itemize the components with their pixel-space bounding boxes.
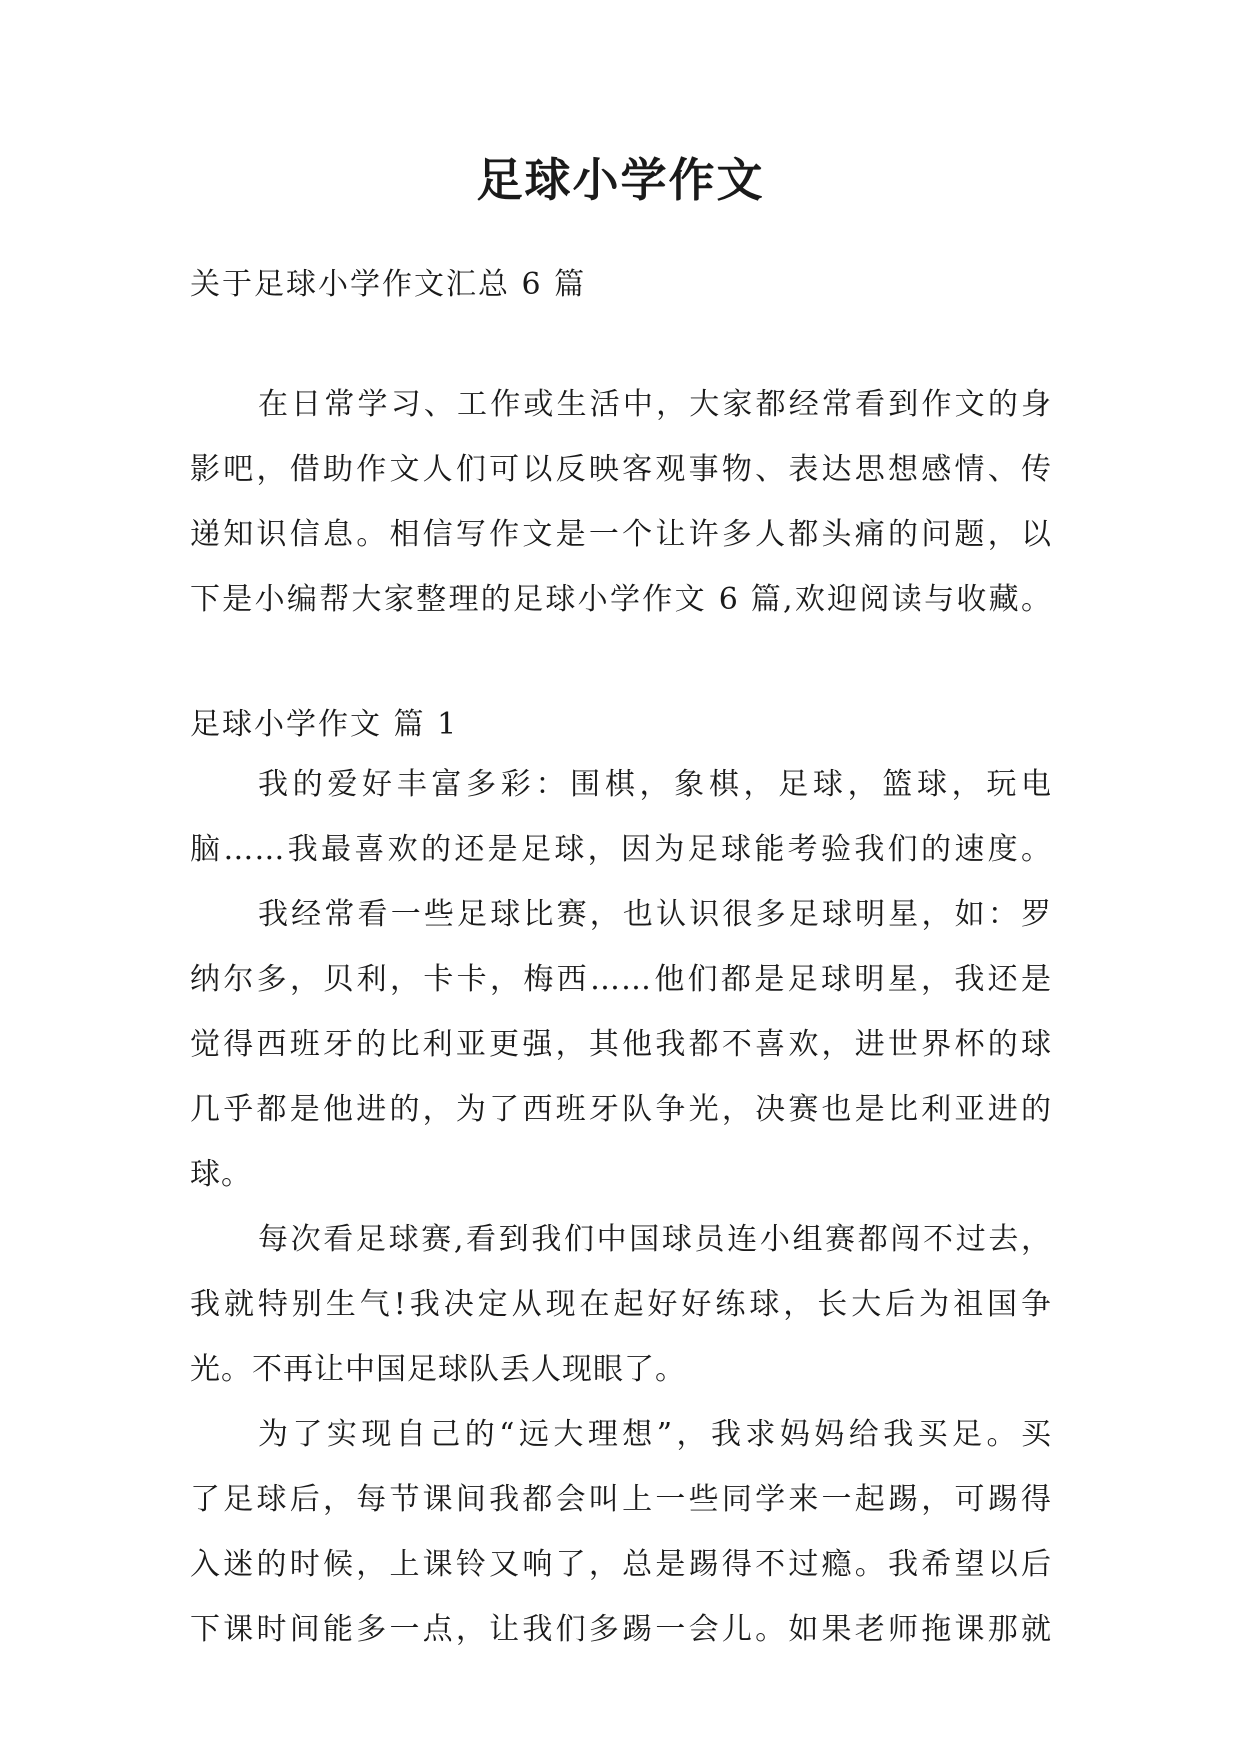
paragraph-line: 我经常看一些足球比赛，也认识很多足球明星，如：罗	[258, 897, 1052, 932]
paragraph-line: 光。不再让中国足球队丢人现眼了。	[190, 1352, 686, 1387]
paragraph-line: 每次看足球赛,看到我们中国球员连小组赛都闯不过去，	[258, 1222, 1052, 1257]
section-heading: 足球小学作文 篇 1	[190, 707, 459, 742]
paragraph-2	[190, 882, 1052, 1207]
intro-paragraph	[190, 372, 1052, 632]
paragraph-line: 下课时间能多一点，让我们多踢一会儿。如果老师拖课那就	[190, 1612, 1052, 1647]
document-subtitle: 关于足球小学作文汇总 6 篇	[190, 267, 587, 302]
paragraph-1	[190, 752, 1052, 882]
paragraph-line: 为了实现自己的“远大理想”，我求妈妈给我买足。买	[258, 1417, 1052, 1452]
paragraph-line: 纳尔多，贝利，卡卡，梅西……他们都是足球明星，我还是	[190, 962, 1052, 997]
intro-line: 影吧，借助作文人们可以反映客观事物、表达思想感情、传	[190, 452, 1052, 487]
paragraph-line: 几乎都是他进的，为了西班牙队争光，决赛也是比利亚进的	[190, 1092, 1052, 1127]
paragraph-3	[190, 1207, 1052, 1402]
intro-line: 在日常学习、工作或生活中，大家都经常看到作文的身	[258, 387, 1052, 422]
document-title: 足球小学作文	[476, 153, 765, 207]
paragraph-4	[190, 1402, 1052, 1662]
paragraph-line: 我就特别生气!我决定从现在起好好练球，长大后为祖国争	[190, 1287, 1052, 1322]
paragraph-line: 入迷的时候，上课铃又响了，总是踢得不过瘾。我希望以后	[190, 1547, 1052, 1582]
paragraph-line: 觉得西班牙的比利亚更强，其他我都不喜欢，进世界杯的球	[190, 1027, 1052, 1062]
intro-line: 下是小编帮大家整理的足球小学作文 6 篇,欢迎阅读与收藏。	[190, 582, 1052, 617]
paragraph-line: 我的爱好丰富多彩：围棋，象棋，足球，篮球，玩电	[258, 767, 1052, 802]
paragraph-line: 球。	[190, 1157, 252, 1192]
intro-line: 递知识信息。相信写作文是一个让许多人都头痛的问题，以	[190, 517, 1052, 552]
paragraph-line: 了足球后，每节课间我都会叫上一些同学来一起踢，可踢得	[190, 1482, 1052, 1517]
paragraph-line: 脑……我最喜欢的还是足球，因为足球能考验我们的速度。	[190, 832, 1052, 867]
